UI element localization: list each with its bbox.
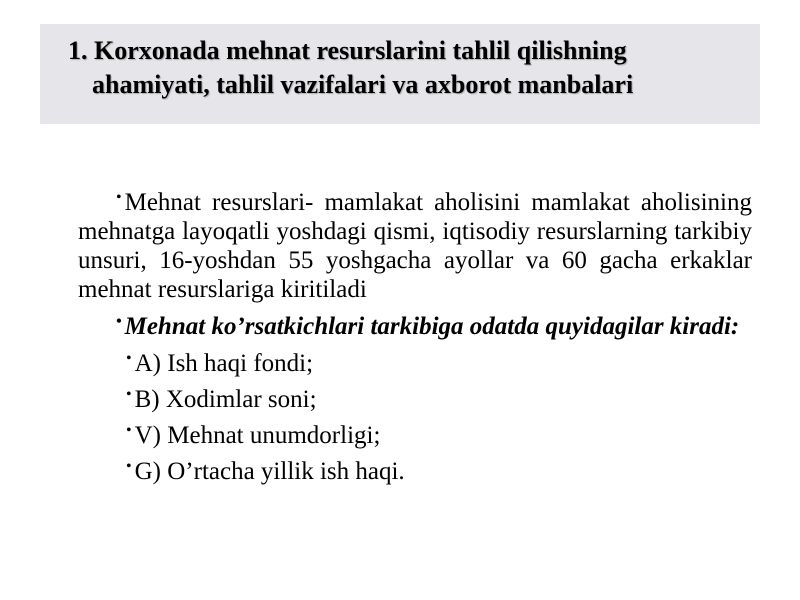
list-item-text: A) Ish haqi fondi;	[134, 350, 314, 377]
slide-title-box	[40, 24, 760, 124]
slide-title-line-1: 1. Korxonada mehnat resurslarini tahlil qilishning	[68, 36, 627, 65]
list-item	[78, 385, 752, 414]
bullet-icon: •	[116, 313, 122, 330]
bullet-icon: •	[126, 350, 132, 367]
list-item	[78, 421, 752, 450]
paragraph-indicators-heading-text: Mehnat ko’rsatkichlari tarkibiga odatda quyidagilar kiradi:	[124, 313, 740, 340]
list-item	[78, 349, 752, 378]
bullet-icon: •	[126, 386, 132, 403]
slide-title-line-2: ahamiyati, tahlil vazifalari va axborot manbalari	[92, 70, 634, 99]
bullet-icon: •	[116, 189, 122, 206]
bullet-icon: •	[126, 422, 132, 439]
list-item	[78, 457, 752, 486]
paragraph-definition-text: Mehnat resurslari- mamlakat aholisini mamlakat aholisining mehnatga layoqatli yoshdagi qismi, iqtisodiy resurslarning tarkibiy unsuri, 16-yoshdan 55 yoshgacha ayollar va 60 gacha erkaklar mehnat resurslariga kiritiladi	[78, 189, 752, 303]
list-item-text: V) Mehnat unumdorligi;	[134, 422, 381, 449]
list-item-text: B) Xodimlar soni;	[134, 386, 317, 413]
bullet-icon: •	[126, 458, 132, 475]
slide-body	[78, 188, 752, 493]
list-item-text: G) O’rtacha yillik ish haqi.	[134, 458, 405, 485]
paragraph-definition	[78, 188, 752, 304]
paragraph-indicators-heading	[78, 312, 752, 341]
